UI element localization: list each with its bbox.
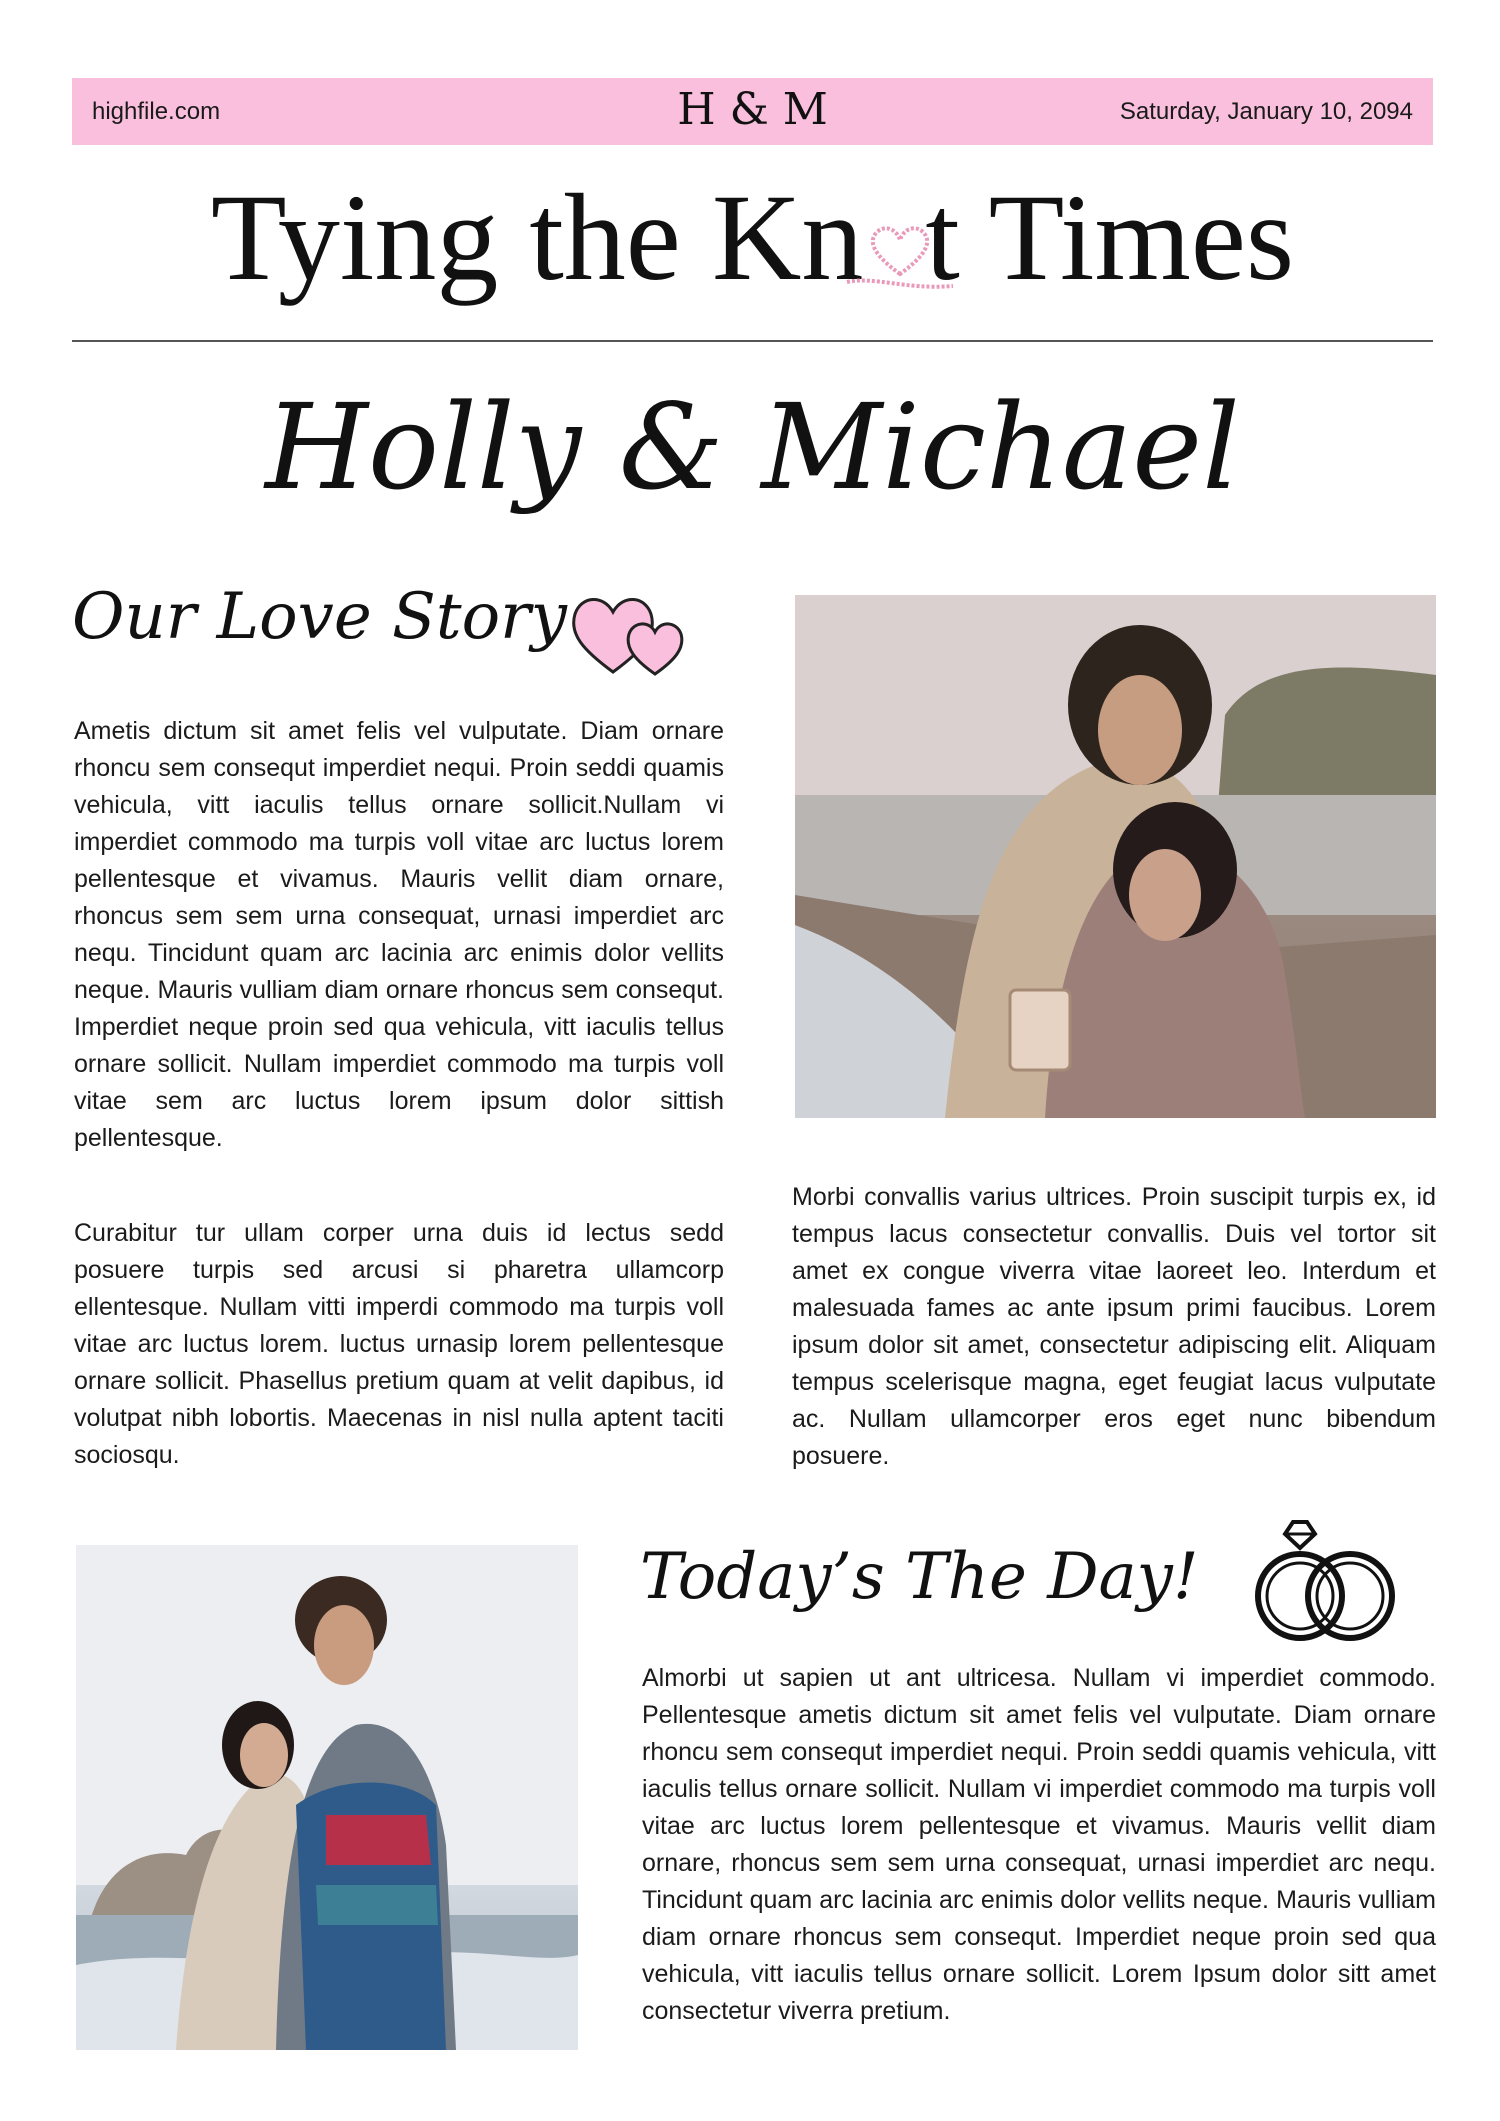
wedding-rings-icon (1245, 1508, 1405, 1648)
couple-photo-beach-art (795, 595, 1436, 1118)
heart-knot-icon (845, 212, 955, 302)
masthead-title-end: t Times (925, 169, 1295, 306)
site-name: highfile.com (92, 98, 221, 125)
masthead-heart-letter (863, 168, 925, 308)
double-heart-icon (565, 582, 695, 682)
masthead-title-start: Tying the Kn (210, 169, 864, 306)
couple-photo-beach (795, 595, 1436, 1118)
love-story-paragraph-2: Curabitur tur ullam corper urna duis id lectus sedd posuere turpis sed arcusi si pharetra ullamcorp ellentesque. Nullam vitti imperdi commodo ma turpis voll vitae arc luctus lorem. luctus urnasip lorem pellentesque ornare sollicit. Phasellus pretium quam at velit dapibus, id volutpat nibh lobortis. Maecenas in nisl nulla aptent taciti sociosqu. (74, 1219, 724, 1469)
couple-names: Holly & Michael (265, 378, 1240, 516)
masthead-title (72, 168, 1433, 308)
divider (72, 340, 1433, 342)
todays-the-day-paragraph: Almorbi ut sapien ut ant ultricesa. Nullam vi imperdiet commodo. Pellentesque ametis dictum sit amet felis vel vulputate. Diam ornare rhoncu sem consequt imperdiet nequi. Proin seddi quamis vehicula, vitt iaculis tellus ornare sollicit. Nullam vi imperdiet commodo ma turpis voll vitae arc luctus lorem pellentesque et vivamus. Mauris vellit diam ornare, rhoncus sem sem urna consequat, urnasi imperdiet arc nequ. Tincidunt quam arc lacinia arc enimis dolor vellits neque. Mauris vulliam diam ornare rhoncus sem consequt. Imperdiet neque proin sed qua vehicula, vitt iaculis tellus ornare sollicit. Lorem Ipsum dolor sitt amet consectetur viverra pretium. (642, 1664, 1436, 2025)
love-story-paragraph-1: Ametis dictum sit amet felis vel vulputate. Diam ornare rhoncu sem consequt imperdiet nequi. Proin seddi quamis vehicula, vitt iaculis tellus ornare sollicit.Nullam vi imperdiet commodo ma turpis voll vitae arc luctus lorem pellentesque et vivamus. Mauris vellit diam ornare, rhoncus sem sem urna consequat, urnasi imperdiet arc nequ. Tincidunt quam arc lacinia arc enimis dolor vellits neque. Mauris vulliam diam ornare rhoncus sem consequt. Imperdiet neque proin sed qua vehicula, vitt iaculis tellus ornare sollicit. Nullam imperdiet commodo ma turpis voll vitae sem arc luctus lorem ipsum dolor sittish pellentesque. (74, 717, 724, 1152)
love-story-paragraph-3: Morbi convallis varius ultrices. Proin suscipit turpis ex, id tempus lacus consectetur convallis. Duis vel tortor sit amet ex congue viverra vitae laoreet leo. Interdum et malesuada fames ac ante ipsum primi faucibus. Lorem ipsum dolor sit amet, consectetur adipiscing elit. Aliquam tempus scelerisque magna, eget feugiat lacus vulputate ac. Nullam ullamcorper eros eget nunc bibendum posuere. (792, 1183, 1436, 1470)
love-story-heading: Our Love Story (72, 580, 567, 654)
couple-photo-rocks (76, 1545, 578, 2050)
issue-date: Saturday, January 10, 2094 (1119, 98, 1413, 125)
todays-the-day-heading: Today’s The Day! (640, 1540, 1199, 1614)
couple-photo-rocks-art (76, 1545, 578, 2050)
header-bar (72, 78, 1433, 145)
monogram: H & M (677, 84, 828, 135)
